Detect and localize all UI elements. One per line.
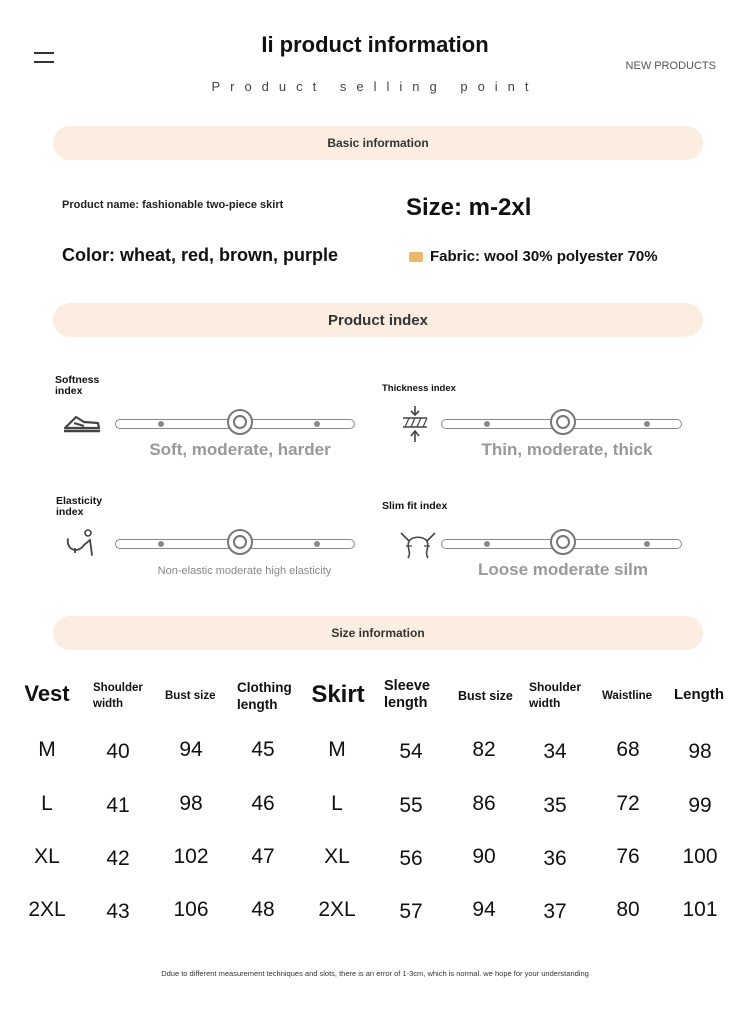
cell: 35 xyxy=(543,794,567,817)
section-bar-index xyxy=(53,303,703,337)
cell-vest-size: L xyxy=(41,792,53,815)
cell: 100 xyxy=(682,845,718,868)
cell: 40 xyxy=(106,740,130,763)
cell: 42 xyxy=(106,847,130,870)
header-sleeve-length: Sleeve length xyxy=(384,678,430,711)
cell: 98 xyxy=(688,740,712,763)
header-length: Length xyxy=(674,686,724,703)
cell: 94 xyxy=(472,898,496,921)
cell: 37 xyxy=(543,900,567,923)
body-shape-icon xyxy=(398,530,438,562)
cell: 94 xyxy=(179,738,203,761)
cell: 99 xyxy=(688,794,712,817)
slim-fit-slider xyxy=(441,539,682,549)
cell-skirt-size: L xyxy=(331,792,343,815)
page-title: Ii product information xyxy=(261,32,489,57)
elasticity-scale: Non-elastic moderate high elasticity xyxy=(157,565,332,577)
header-skirt-bust-size: Bust size xyxy=(458,689,513,703)
header-vest-bust-size: Bust size xyxy=(165,690,216,702)
cell: 76 xyxy=(616,845,640,868)
cell: 72 xyxy=(616,792,640,815)
cell: 47 xyxy=(251,845,275,868)
cell: 54 xyxy=(399,740,423,763)
thickness-scale: Thin, moderate, thick xyxy=(481,440,653,459)
cell: 57 xyxy=(399,900,423,923)
softness-scale: Soft, moderate, harder xyxy=(149,440,331,459)
cell-skirt-size: M xyxy=(328,738,346,761)
color-options: Color: wheat, red, brown, purple xyxy=(62,245,339,265)
header-waistline: Waistline xyxy=(602,690,653,702)
cell: 68 xyxy=(616,738,640,761)
cell: 36 xyxy=(543,847,567,870)
cell: 45 xyxy=(251,738,275,761)
cell-skirt-size: 2XL xyxy=(318,898,356,921)
selling-point-subtitle: Product selling point xyxy=(211,79,539,94)
cell: 80 xyxy=(616,898,640,921)
thickness-label: Thickness index xyxy=(382,383,456,394)
cell: 98 xyxy=(179,792,203,815)
cell: 101 xyxy=(682,898,718,921)
section-title-index: Product index xyxy=(327,311,428,329)
slim-fit-scale: Loose moderate silm xyxy=(477,560,649,579)
fabric-composition: Fabric: wool 30% polyester 70% xyxy=(430,248,658,265)
stretch-icon xyxy=(64,528,98,558)
cell: 56 xyxy=(399,847,423,870)
cell: 34 xyxy=(543,740,567,763)
cell: 106 xyxy=(173,898,209,921)
cell: 48 xyxy=(251,898,275,921)
header-vest-shoulder-width: Shoulder width xyxy=(93,682,143,710)
elasticity-label: Elasticity index xyxy=(56,495,103,518)
cell-vest-size: M xyxy=(38,738,56,761)
header-skirt-shoulder-width: Shoulder width xyxy=(529,680,582,710)
fabric-icon xyxy=(409,252,423,262)
cell: 41 xyxy=(106,794,130,817)
shoe-icon xyxy=(62,410,102,434)
header-clothing-length: Clothing length xyxy=(237,680,292,712)
cell: 55 xyxy=(399,794,423,817)
thickness-icon xyxy=(400,405,430,447)
cell: 43 xyxy=(106,900,130,923)
cell-vest-size: 2XL xyxy=(28,898,66,921)
section-title-basic: Basic information xyxy=(327,136,429,150)
cell-vest-size: XL xyxy=(34,845,60,868)
cell-skirt-size: XL xyxy=(324,845,350,868)
section-bar-basic xyxy=(53,126,703,160)
header-skirt: Skirt xyxy=(311,681,365,708)
cell: 82 xyxy=(472,738,496,761)
slim-fit-label: Slim fit index xyxy=(382,500,448,512)
section-title-size: Size information xyxy=(331,626,425,640)
thickness-slider xyxy=(441,419,682,429)
cell: 86 xyxy=(472,792,496,815)
new-products-label: NEW PRODUCTS xyxy=(625,60,716,72)
header-vest: Vest xyxy=(24,681,70,706)
size-range: Size: m-2xl xyxy=(406,194,532,221)
product-name: Product name: fashionable two-piece skirt xyxy=(62,199,284,211)
section-bar-size xyxy=(53,616,703,650)
cell: 46 xyxy=(251,792,275,815)
cell: 102 xyxy=(173,845,209,868)
cell: 90 xyxy=(472,845,496,868)
softness-slider xyxy=(115,419,355,429)
softness-label: Softness index xyxy=(55,374,100,397)
elasticity-slider xyxy=(115,539,355,549)
measurement-note: Ddue to different measurement techniques and slots, there is an error of 1-3cm, which is normal. we hope for your understanding xyxy=(161,969,589,978)
